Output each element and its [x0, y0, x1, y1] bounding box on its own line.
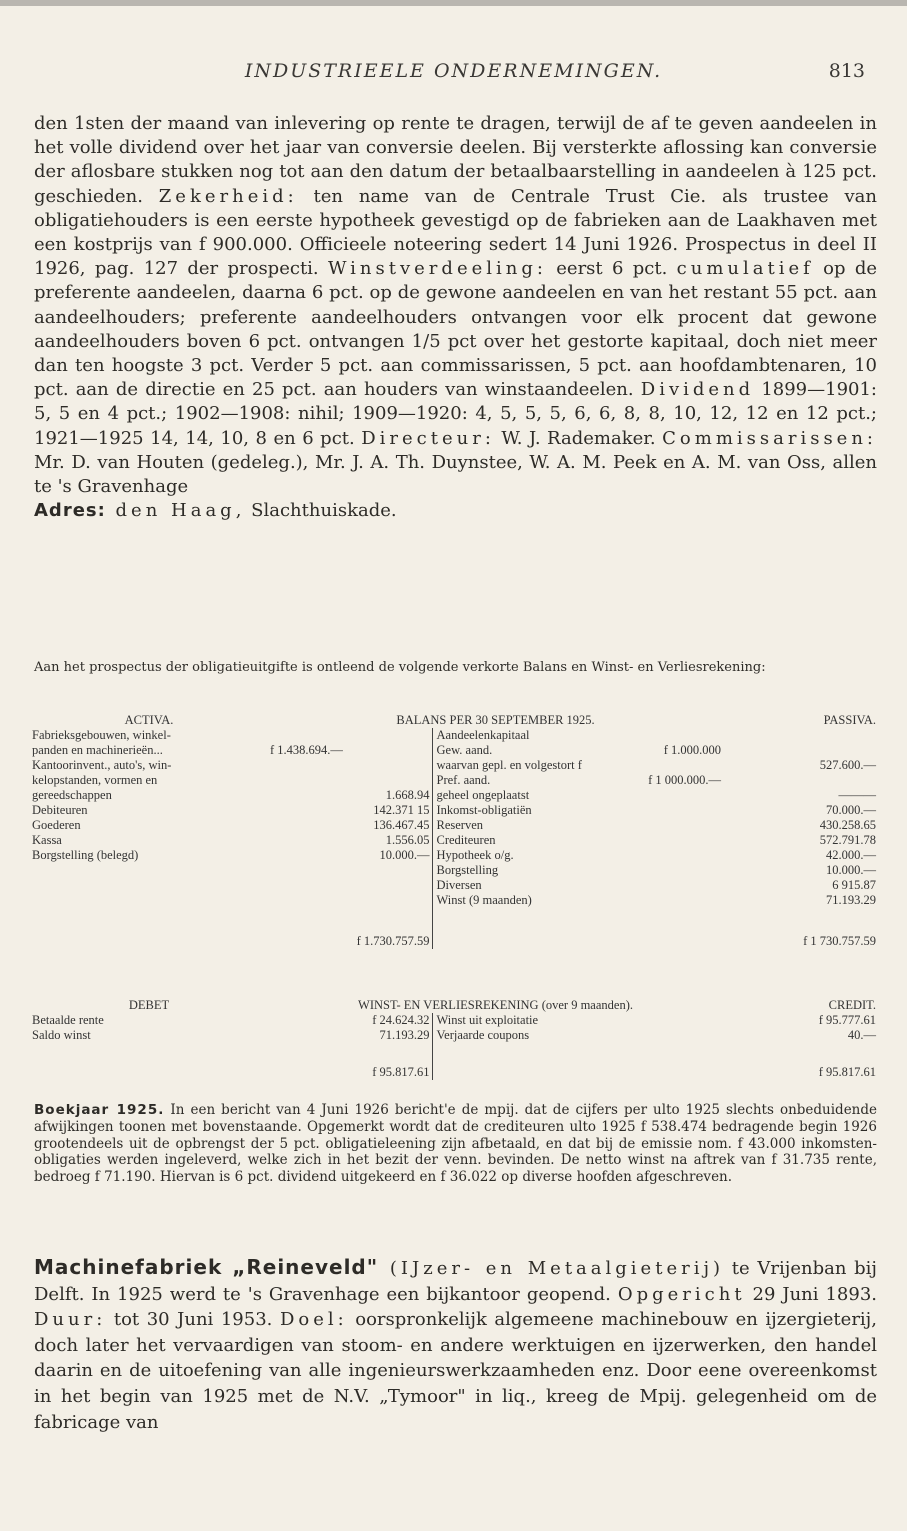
activa-value: 1.556.05 — [385, 833, 430, 847]
passiva-inner-value — [637, 788, 723, 803]
boekjaar-note — [34, 1102, 877, 1186]
activa-label — [30, 863, 268, 878]
passiva-value: ——— — [838, 788, 877, 802]
adres-city: den Haag, — [105, 500, 246, 522]
passiva-value: 6 915.87 — [832, 878, 877, 892]
spacer-cell — [30, 908, 268, 934]
passiva-label: Crediteuren — [432, 833, 637, 848]
top-border — [0, 0, 907, 6]
adres-street: Slachthuiskade. — [245, 500, 397, 522]
duur-label: Duur: — [34, 1309, 107, 1331]
balance-row — [30, 773, 878, 788]
activa-inner-value — [268, 878, 344, 893]
passiva-label: Borgstelling — [432, 863, 637, 878]
winst-spacer — [30, 1043, 878, 1065]
commissarissen-text: Mr. D. van Houten (gedeleg.), Mr. J. A. Th. Duynstee, W. A. M. Peek en A. M. van Oss, allen te 's Gravenhage — [34, 451, 877, 498]
conversion-text: den 1sten der maand van inlevering op rente te dragen, terwijl de af te geven aandeelen in het volle dividend over het jaar van conversie deelen. Bij versterkte aflossing kan conversie der aflosbare stukken nog tot aan den datum der betaalbaarstelling in aandeelen à 125 pct. geschieden. — [34, 113, 877, 207]
activa-label: Debiteuren — [32, 803, 88, 817]
debet-label: Betaalde rente — [32, 1013, 104, 1027]
passiva-label: Aandeelenkapitaal — [432, 728, 637, 743]
passiva-inner-value — [637, 818, 723, 833]
winst-row — [30, 1028, 878, 1043]
profit-loss-account — [30, 998, 878, 1080]
passiva-inner-value — [637, 758, 723, 773]
balance-row — [30, 833, 878, 848]
page-number: 813 — [828, 60, 865, 82]
opgericht-text: 29 Juni 1893. — [745, 1283, 877, 1305]
activa-inner-value — [268, 773, 344, 788]
passiva-inner-value — [637, 893, 723, 908]
passiva-total: f 1 730.757.59 — [803, 934, 877, 948]
activa-value — [344, 863, 432, 878]
activa-inner-value — [268, 788, 344, 803]
balance-rows — [30, 728, 878, 949]
activa-inner-value — [268, 728, 344, 743]
balance-row — [30, 758, 878, 773]
adres-label: Adres: — [34, 500, 106, 522]
activa-label: Borgstelling (belegd) — [32, 848, 139, 862]
activa-inner-value — [268, 833, 344, 848]
balance-row — [30, 728, 878, 743]
credit-label: Verjaarde coupons — [432, 1028, 723, 1043]
activa-label: Fabrieksgebouwen, winkel- — [32, 728, 171, 742]
activa-label: gereedschappen — [32, 788, 112, 802]
activa-value — [344, 743, 432, 758]
passiva-inner-value — [637, 803, 723, 818]
activa-label — [30, 893, 268, 908]
passiva-inner-value — [637, 833, 723, 848]
activa-value — [344, 758, 432, 773]
activa-value: 1.668.94 — [385, 788, 430, 802]
balance-row — [30, 788, 878, 803]
balance-spacer — [30, 908, 878, 934]
commissarissen-label: Commissarissen: — [662, 427, 877, 449]
balance-header — [30, 713, 878, 728]
boekjaar-label: Boekjaar 1925. — [34, 1102, 165, 1118]
passiva-label: Winst (9 maanden) — [432, 893, 637, 908]
spacer-cell — [432, 908, 637, 934]
debet-total: f 95.817.61 — [372, 1065, 430, 1079]
balance-row — [30, 818, 878, 833]
activa-inner-value — [268, 863, 344, 878]
passiva-label: Pref. aand. — [432, 773, 637, 788]
balance-row — [30, 848, 878, 863]
activa-value — [344, 878, 432, 893]
passiva-value — [723, 728, 878, 743]
passiva-title: PASSIVA. — [823, 713, 877, 727]
passiva-label: Gew. aand. — [432, 743, 637, 758]
boekjaar-text: In een bericht van 4 Juni 1926 bericht'e de mpij. dat de cijfers per ulto 1925 slechts onbeduidende afwijkingen toonen met bovenstaande. Opgemerkt wordt dat de crediteuren ulto 1925 f 538.474 bedragende begin 1926 grootendeels uit de opbrengst der 5 pct. obligatieleening zijn afbetaald, en dat bij de emissie nom. f 43.000 inkomsten-obligaties werden ingeleverd, welke zich in het bezit der venn. bevinden. De netto winst na aftrek van f 31.735 rente, bedroeg f 71.190. Hiervan is 6 pct. dividend uitgekeerd en f 36.022 op diverse hoofden afgeschreven. — [34, 1102, 878, 1186]
passiva-label: waarvan gepl. en volgestort f — [432, 758, 637, 773]
activa-inner-value — [268, 818, 344, 833]
dividend-label: Dividend — [640, 379, 755, 401]
activa-inner-value — [268, 893, 344, 908]
company-name: Machinefabriek „Reineveld" — [34, 1255, 379, 1279]
passiva-inner-value: f 1 000.000.— — [648, 773, 722, 787]
balance-intro: Aan het prospectus der obligatieuitgifte is ontleend de volgende verkorte Balans en Winst- en Verliesrekening: — [34, 660, 766, 675]
debet-value: 71.193.29 — [379, 1028, 430, 1042]
passiva-label: Inkomst-obligatiën — [432, 803, 637, 818]
description-paragraph — [34, 112, 877, 523]
passiva-inner-value — [637, 848, 723, 863]
passiva-value: 42.000.— — [826, 848, 877, 862]
activa-label: kelopstanden, vormen en — [32, 773, 158, 787]
passiva-value: 10.000.— — [826, 863, 877, 877]
passiva-value: 430.258.65 — [819, 818, 877, 832]
passiva-label: geheel ongeplaatst — [432, 788, 637, 803]
passiva-label: Reserven — [432, 818, 637, 833]
duur-text: tot 30 Juni 1953. — [106, 1309, 280, 1331]
passiva-label: Diversen — [432, 878, 637, 893]
spacer-cell — [268, 908, 344, 934]
passiva-value: 572.791.78 — [819, 833, 877, 847]
activa-label: panden en machinerieën... — [32, 743, 163, 757]
spacer-cell — [637, 908, 723, 934]
passiva-inner-value: f 1.000.000 — [663, 743, 722, 757]
company-subname: (IJzer- en Metaalgieterij) — [378, 1258, 725, 1279]
passiva-value: 70.000.— — [826, 803, 877, 817]
passiva-label: Hypotheek o/g. — [432, 848, 637, 863]
activa-value — [344, 893, 432, 908]
activa-label: Kantoorinvent., auto's, win- — [32, 758, 172, 772]
balance-row — [30, 878, 878, 893]
activa-inner-value — [268, 848, 344, 863]
activa-label — [30, 878, 268, 893]
activa-title: ACTIVA. — [124, 713, 174, 727]
credit-value: 40.— — [847, 1028, 877, 1042]
activa-value — [344, 773, 432, 788]
spacer-cell — [432, 1043, 878, 1065]
winstverdeeling-label: Winstverdeeling: — [327, 258, 547, 280]
company-description — [34, 112, 877, 523]
directeur-label: Directeur: — [361, 427, 495, 449]
activa-value: 136.467.45 — [373, 818, 430, 832]
debet-title: DEBET — [128, 998, 170, 1012]
activa-inner-value — [268, 758, 344, 773]
activa-value: 10.000.— — [379, 848, 430, 862]
balance-title: BALANS PER 30 SEPTEMBER 1925. — [396, 713, 595, 727]
activa-label: Goederen — [32, 818, 81, 832]
spacer-cell — [344, 908, 432, 934]
activa-value: 142.371 15 — [373, 803, 430, 817]
balance-row — [30, 803, 878, 818]
passiva-value: 527.600.— — [819, 758, 877, 772]
cumulatief-word: cumulatief — [676, 258, 814, 280]
spacer-cell — [30, 1043, 432, 1065]
passiva-inner-value — [637, 878, 723, 893]
balance-sheet — [30, 713, 878, 949]
activa-inner-value: f 1.438.694.— — [270, 743, 343, 757]
winst-total-row — [30, 1065, 878, 1080]
company-entry-reineveld — [34, 1255, 877, 1435]
total-divider — [432, 1065, 723, 1080]
page-header — [0, 58, 907, 88]
zekerheid-text: ten name van de Centrale Trust Cie. als trustee van obligatiehouders is een eerste hypotheek gevestigd op de fabrieken aan de Laakhaven met een kostprijs van f 900.000. Officieele noteering sedert 14 Juni 1926. Prospectus in deel II 1926, pag. 127 der prospecti. — [34, 185, 877, 280]
location-text: te Vrijenban bij Delft. In 1925 werd te 's Gravenhage een bijkantoor geopend. — [34, 1258, 877, 1305]
credit-value: f 95.777.61 — [818, 1013, 877, 1027]
running-title: INDUSTRIEELE ONDERNEMINGEN. — [244, 60, 663, 82]
winstverdeeling-text: eerst 6 pct. — [546, 258, 677, 280]
opgericht-label: Opgericht — [617, 1283, 746, 1305]
total-divider — [432, 934, 637, 949]
activa-value — [344, 728, 432, 743]
activa-label: Kassa — [32, 833, 62, 847]
doel-label: Doel: — [279, 1309, 348, 1331]
activa-total: f 1.730.757.59 — [356, 934, 430, 948]
passiva-value — [723, 773, 878, 788]
passiva-value — [723, 743, 878, 758]
winstverdeeling-text-2: op de preferente aandeelen, daarna 6 pct. op de gewone aandeelen en van het restant 55 pct. aan aandeelhouders; preferente aandeelhouders ontvangen voor elk procent dat gewone aandeelhouders boven 6 pct. ontvangen 1/5 pct over het gestorte kapitaal, doch niet meer dan ten hoogste 3 pct. Verder 5 pct. aan commissarissen, 5 pct. aan hoofdambtenaren, 10 pct. aan de directie en 25 pct. aan houders van winstaandeelen. — [34, 258, 877, 401]
passiva-inner-value — [637, 728, 723, 743]
debet-label: Saldo winst — [32, 1028, 91, 1042]
dividend-text: 1899—1901: 5, 5 en 4 pct.; 1902—1908: nihil; 1909—1920: 4, 5, 5, 5, 6, 6, 8, 8, 10, 12, 12 en 12 pct.; 1921—1925 14, 14, 10, 8 en 6 pct. — [34, 379, 877, 449]
winst-header — [30, 998, 878, 1013]
doel-text: oorspronkelijk algemeene machinebouw en ijzergieterij, doch later het vervaardigen van stoom- en andere werktuigen en ijzerwerken, den handel daarin en de uitoefening van alle ingenieurswerkzaamheden enz. Door eene overeenkomst in het begin van 1925 met de N.V. „Tymoor" in liq., kreeg de Mpij. gelegenheid om de fabricage van — [34, 1309, 877, 1433]
balance-row — [30, 743, 878, 758]
credit-title: CREDIT. — [828, 998, 877, 1012]
winst-rows — [30, 1013, 878, 1080]
zekerheid-label: Zekerheid: — [158, 185, 298, 207]
winst-title: WINST- EN VERLIESREKENING (over 9 maanden). — [358, 998, 633, 1012]
activa-inner-value — [268, 803, 344, 818]
balance-row — [30, 863, 878, 878]
passiva-value: 71.193.29 — [826, 893, 877, 907]
balance-total-row — [30, 934, 878, 949]
spacer-cell — [723, 908, 878, 934]
directeur-text: W. J. Rademaker. — [494, 427, 663, 449]
debet-value: f 24.624.32 — [372, 1013, 430, 1027]
winst-row — [30, 1013, 878, 1028]
balance-row — [30, 893, 878, 908]
passiva-inner-value — [637, 863, 723, 878]
credit-total: f 95.817.61 — [818, 1065, 877, 1079]
credit-label: Winst uit exploitatie — [432, 1013, 723, 1028]
